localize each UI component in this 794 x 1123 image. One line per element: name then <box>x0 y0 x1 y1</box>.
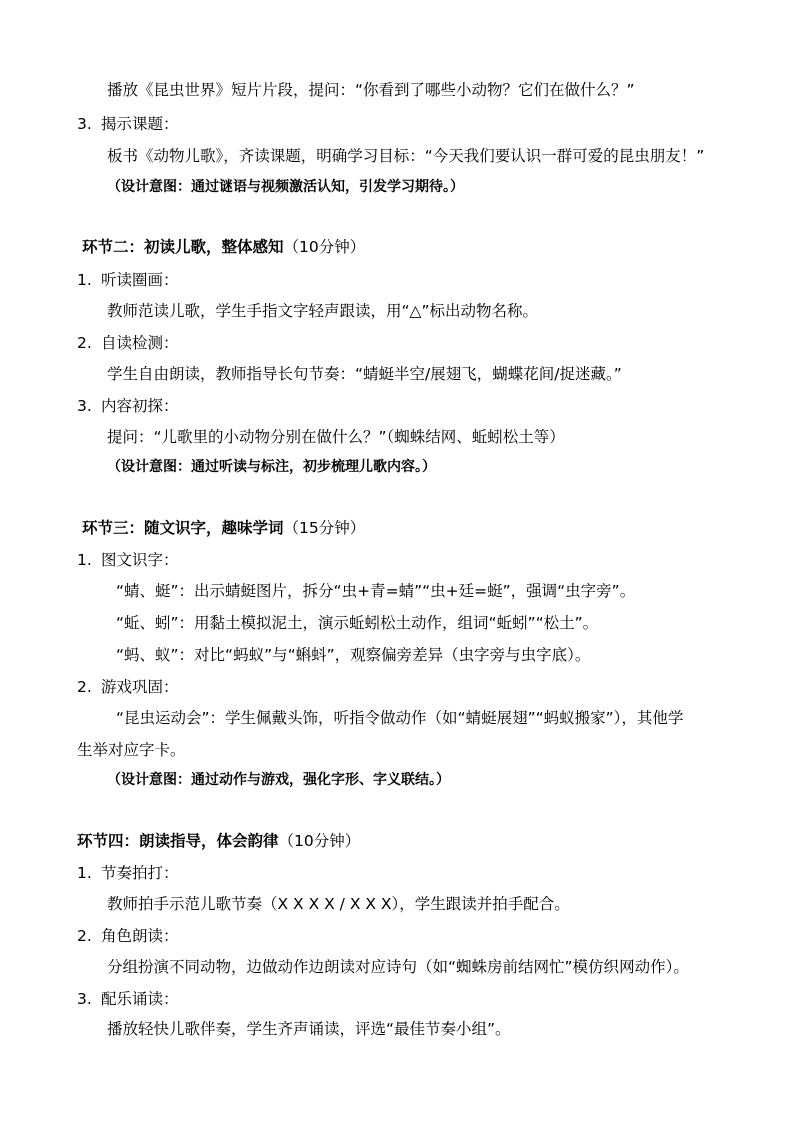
item-title: 揭示课题： <box>101 115 179 133</box>
item-title: 节奏拍打： <box>101 864 179 882</box>
section-3-item-1-heading <box>77 550 179 570</box>
section-3-game-line-2: 生举对应字卡。 <box>77 741 186 759</box>
section-4-item-2-body: 分组扮演不同动物，边做动作边朗读对应诗句（如“蜘蛛房前结网忙”模仿织网动作）。 <box>107 958 689 976</box>
section-3-word-line-1: “蜻、蜓”：出示蜻蜓图片，拆分“虫+青=蜻”“虫+廷=蜓”，强调“虫字旁”。 <box>116 582 636 600</box>
item-title: 内容初探： <box>101 397 179 415</box>
intro-item-3-body: 板书《动物儿歌》，齐读课题，明确学习目标：“今天我们要认识一群可爱的昆虫朋友！” <box>107 147 705 165</box>
section-3-heading <box>82 518 365 538</box>
section-4-item-3-body: 播放轻快儿歌伴奏，学生齐声诵读，评选“最佳节奏小组”。 <box>107 1020 511 1038</box>
section-2-item-2-body: 学生自由朗读，教师指导长句节奏：“蜻蜓半空/展翅飞，蝴蝶花间/捉迷藏。” <box>107 365 622 383</box>
intro-design-note: （设计意图：通过谜语与视频激活认知，引发学习期待。） <box>107 179 464 195</box>
section-4-item-2-heading <box>77 926 179 946</box>
item-number: 2. <box>77 334 92 352</box>
section-title: 环节三：随文识字，趣味学词 <box>82 519 284 537</box>
item-number: 3. <box>77 115 92 133</box>
item-title: 配乐诵读： <box>101 990 179 1008</box>
section-duration: （10分钟） <box>278 832 361 850</box>
item-number: 3. <box>77 397 92 415</box>
section-2-heading <box>82 237 365 257</box>
section-2-item-3-heading <box>77 396 179 416</box>
section-2-item-1-heading <box>77 270 179 290</box>
section-3-item-2-heading <box>77 677 179 697</box>
section-3-design-note: （设计意图：通过动作与游戏，强化字形、字义联结。） <box>107 772 450 788</box>
section-4-heading <box>77 831 360 851</box>
section-duration: （10分钟） <box>283 238 366 256</box>
section-3-word-line-3: “蚂、蚁”：对比“蚂蚁”与“蝌蚪”，观察偏旁差异（虫字旁与虫字底）。 <box>116 646 591 664</box>
section-4-item-3-heading <box>77 989 179 1009</box>
section-3-word-line-2: “蚯、蚓”：用黏土模拟泥土，演示蚯蚓松土动作，组词“蚯蚓”“松土”。 <box>116 614 599 632</box>
section-3-game-line-1: “昆虫运动会”：学生佩戴头饰，听指令做动作（如“蜻蜓展翅”“蚂蚁搬家”），其他学 <box>116 709 684 727</box>
section-2-design-note: （设计意图：通过听读与标注，初步梳理儿歌内容。） <box>107 459 436 475</box>
section-title: 环节二：初读儿歌，整体感知 <box>82 238 284 256</box>
item-number: 1. <box>77 864 92 882</box>
section-2-item-3-body: 提问：“儿歌里的小动物分别在做什么？”（蜘蛛结网、蚯蚓松土等） <box>107 428 565 446</box>
item-number: 1. <box>77 271 92 289</box>
section-2-item-2-heading <box>77 333 179 353</box>
item-title: 自读检测： <box>101 334 179 352</box>
item-number: 1. <box>77 551 92 569</box>
section-duration: （15分钟） <box>283 519 366 537</box>
item-number: 2. <box>77 927 92 945</box>
item-number: 3. <box>77 990 92 1008</box>
item-title: 图文识字： <box>101 551 179 569</box>
intro-item-3-heading <box>77 114 179 134</box>
item-title: 角色朗读： <box>101 927 179 945</box>
section-4-item-1-body: 教师拍手示范儿歌节奏（X X X X / X X X），学生跟读并拍手配合。 <box>107 895 570 913</box>
item-title: 听读圈画： <box>101 271 179 289</box>
section-2-item-1-body: 教师范读儿歌，学生手指文字轻声跟读，用“△”标出动物名称。 <box>107 302 538 320</box>
item-title: 游戏巩固： <box>101 678 179 696</box>
item-number: 2. <box>77 678 92 696</box>
section-4-item-1-heading <box>77 863 179 883</box>
intro-video-question: 播放《昆虫世界》短片片段，提问：“你看到了哪些小动物？它们在做什么？” <box>107 81 635 99</box>
section-title: 环节四：朗读指导，体会韵律 <box>77 832 279 850</box>
